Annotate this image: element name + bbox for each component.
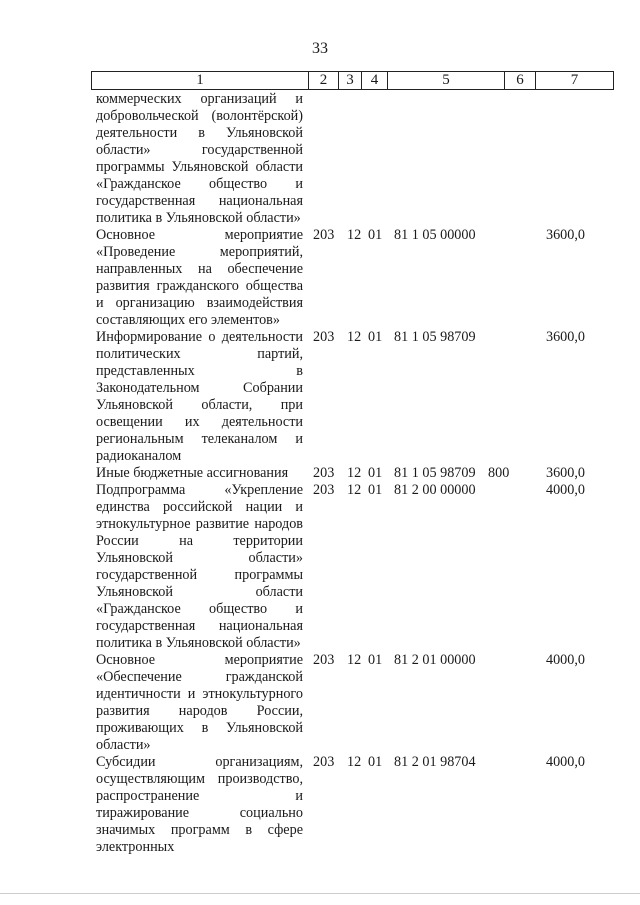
row-csr: 81 1 05 98709 (394, 329, 476, 345)
row-sum: 4000,0 (545, 754, 585, 770)
row-csr: 81 2 00 00000 (394, 482, 476, 498)
table-row (0, 754, 640, 856)
row-description: Иные бюджетные ассигнования (96, 465, 289, 481)
header-col-3: 3 (339, 72, 362, 89)
table-row (0, 91, 640, 227)
row-podrazdel: 01 (368, 652, 383, 668)
row-csr: 81 2 01 98704 (394, 754, 476, 770)
header-col-4: 4 (362, 72, 388, 89)
header-col-1: 1 (92, 72, 309, 89)
table-row (0, 652, 640, 754)
row-podrazdel: 01 (368, 482, 383, 498)
row-description: Основное мероприятие «Обеспечение гражданской идентичности и этнокультурного развития народов России, проживающих в Ульяновской области» (96, 652, 303, 753)
table-row (0, 329, 640, 465)
header-col-5: 5 (388, 72, 505, 89)
row-podrazdel: 01 (368, 329, 383, 345)
table-row (0, 482, 640, 652)
row-razdel: 12 (347, 465, 362, 481)
row-grbs: 203 (313, 482, 335, 498)
row-description: Основное мероприятие «Проведение мероприятий, направленных на обеспечение развития гражданского общества и организацию взаимодействия составляющих его элементов» (96, 227, 303, 328)
row-csr: 81 1 05 00000 (394, 227, 476, 243)
row-description: Подпрограмма «Укрепление единства российской нации и этнокультурное развитие народов России на территории Ульяновской области» государственной программы Ульяновской области «Гражданское общество и государственная национальная политика в Ульяновской области» (96, 482, 303, 651)
row-grbs: 203 (313, 227, 335, 243)
table-row (0, 465, 640, 482)
row-grbs: 203 (313, 652, 335, 668)
row-grbs: 203 (313, 465, 335, 481)
row-description: Информирование о деятельности политических партий, представленных в Законодательном Собрании Ульяновской области, при освещении их деятельности региональным телеканалом и радиоканалом (96, 329, 303, 464)
row-grbs: 203 (313, 329, 335, 345)
row-grbs: 203 (313, 754, 335, 770)
table-header (91, 71, 614, 90)
row-razdel: 12 (347, 227, 362, 243)
row-razdel: 12 (347, 652, 362, 668)
row-vr: 800 (488, 465, 510, 481)
header-col-2: 2 (309, 72, 339, 89)
row-csr: 81 1 05 98709 (394, 465, 476, 481)
header-col-6: 6 (505, 72, 536, 89)
row-csr: 81 2 01 00000 (394, 652, 476, 668)
row-razdel: 12 (347, 482, 362, 498)
table-body (0, 91, 640, 856)
row-podrazdel: 01 (368, 227, 383, 243)
row-podrazdel: 01 (368, 754, 383, 770)
row-sum: 3600,0 (545, 329, 585, 345)
row-description: Субсидии организациям, осуществляющим производство, распространение и тиражирование социально значимых программ в сфере электронных (96, 754, 303, 855)
row-description: коммерческих организаций и добровольческой (волонтёрской) деятельности в Ульяновской области» государственной программы Ульяновской области «Гражданское общество и государственная национальная политика в Ульяновской области» (96, 91, 303, 226)
table-row (0, 227, 640, 329)
scan-edge (0, 893, 640, 894)
row-sum: 4000,0 (545, 652, 585, 668)
row-sum: 4000,0 (545, 482, 585, 498)
header-col-7: 7 (570, 72, 579, 88)
row-podrazdel: 01 (368, 465, 383, 481)
row-razdel: 12 (347, 754, 362, 770)
row-sum: 3600,0 (545, 465, 585, 481)
row-razdel: 12 (347, 329, 362, 345)
row-sum: 3600,0 (545, 227, 585, 243)
page-number: 33 (312, 40, 328, 57)
